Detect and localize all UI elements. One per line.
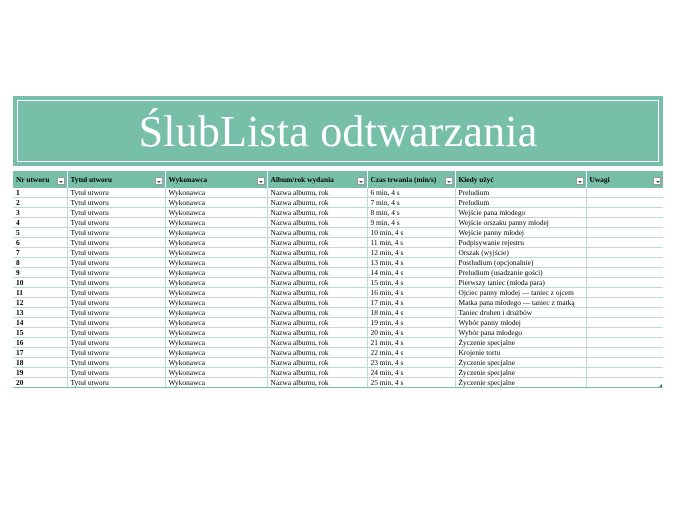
cell-album-year[interactable]: Nazwa albumu, rok <box>267 378 367 388</box>
column-header-label: Uwagi <box>589 175 610 184</box>
cell-track-title[interactable]: Tytuł utworu <box>67 308 165 318</box>
cell-when-to-use[interactable]: Preludium (usadzanie gości) <box>455 268 586 278</box>
cell-when-to-use[interactable]: Wybór pana młodego <box>455 328 586 338</box>
table-row <box>13 338 663 348</box>
filter-dropdown-icon[interactable] <box>57 177 65 185</box>
cell-track-number[interactable]: 1 <box>13 188 67 198</box>
cell-track-title[interactable]: Tytuł utworu <box>67 188 165 198</box>
title-frame <box>17 100 659 162</box>
table-row <box>13 358 663 368</box>
filter-dropdown-icon[interactable] <box>257 177 265 185</box>
cell-when-to-use[interactable]: Krojenie tortu <box>455 348 586 358</box>
cell-when-to-use[interactable]: Wejście orszaku panny młodej <box>455 218 586 228</box>
cell-track-title[interactable]: Tytuł utworu <box>67 218 165 228</box>
cell-when-to-use[interactable]: Wejście panny młodej <box>455 228 586 238</box>
cell-album-year[interactable]: Nazwa albumu, rok <box>267 278 367 288</box>
cell-track-number[interactable]: 6 <box>13 238 67 248</box>
cell-notes[interactable] <box>586 208 663 218</box>
cell-artist[interactable]: Wykonawca <box>165 338 267 348</box>
cell-track-title[interactable]: Tytuł utworu <box>67 228 165 238</box>
cell-when-to-use[interactable]: Taniec druhen i drużbów <box>455 308 586 318</box>
cell-track-number[interactable]: 10 <box>13 278 67 288</box>
column-header-label: Kiedy użyć <box>458 175 494 184</box>
table-row <box>13 188 663 198</box>
cell-track-number[interactable]: 3 <box>13 208 67 218</box>
cell-artist[interactable]: Wykonawca <box>165 378 267 388</box>
cell-notes[interactable] <box>586 248 663 258</box>
table-row <box>13 198 663 208</box>
table-row <box>13 308 663 318</box>
cell-track-number[interactable]: 19 <box>13 368 67 378</box>
cell-track-number[interactable]: 4 <box>13 218 67 228</box>
cell-when-to-use[interactable]: Życzenie specjalne <box>455 378 586 388</box>
column-header-notes <box>586 171 663 188</box>
cell-notes[interactable] <box>586 238 663 248</box>
cell-track-number[interactable]: 9 <box>13 268 67 278</box>
cell-duration[interactable]: 7 min, 4 s <box>367 198 455 208</box>
cell-when-to-use[interactable]: Wybór panny młodej <box>455 318 586 328</box>
cell-notes[interactable] <box>586 268 663 278</box>
cell-artist[interactable]: Wykonawca <box>165 218 267 228</box>
table-row <box>13 368 663 378</box>
table-row <box>13 268 663 278</box>
cell-track-title[interactable]: Tytuł utworu <box>67 198 165 208</box>
cell-duration[interactable]: 19 min, 4 s <box>367 318 455 328</box>
page-title: ŚlubLista odtwarzania <box>138 107 538 156</box>
cell-album-year[interactable]: Nazwa albumu, rok <box>267 368 367 378</box>
cell-notes[interactable] <box>586 288 663 298</box>
cell-artist[interactable]: Wykonawca <box>165 268 267 278</box>
cell-artist[interactable]: Wykonawca <box>165 278 267 288</box>
table-row <box>13 278 663 288</box>
cell-notes[interactable] <box>586 308 663 318</box>
cell-when-to-use[interactable]: Życzenie specjalne <box>455 368 586 378</box>
cell-duration[interactable]: 16 min, 4 s <box>367 288 455 298</box>
filter-dropdown-icon[interactable] <box>576 177 584 185</box>
cell-track-title[interactable]: Tytuł utworu <box>67 358 165 368</box>
cell-track-number[interactable]: 17 <box>13 348 67 358</box>
cell-duration[interactable]: 24 min, 4 s <box>367 368 455 378</box>
table-row <box>13 208 663 218</box>
cell-when-to-use[interactable]: Podpisywanie rejestru <box>455 238 586 248</box>
column-header-title <box>67 171 165 188</box>
cell-track-number[interactable]: 15 <box>13 328 67 338</box>
cell-album-year[interactable]: Nazwa albumu, rok <box>267 238 367 248</box>
cell-track-title[interactable]: Tytuł utworu <box>67 328 165 338</box>
column-header-label: Wykonawca <box>168 175 208 184</box>
cell-when-to-use[interactable]: Matka pana młodego — taniec z matką <box>455 298 586 308</box>
cell-when-to-use[interactable]: Ojciec panny młodej — taniec z ojcem <box>455 288 586 298</box>
cell-album-year[interactable]: Nazwa albumu, rok <box>267 248 367 258</box>
cell-track-title[interactable]: Tytuł utworu <box>67 368 165 378</box>
cell-artist[interactable]: Wykonawca <box>165 288 267 298</box>
cell-track-title[interactable]: Tytuł utworu <box>67 348 165 358</box>
table-row <box>13 298 663 308</box>
cell-album-year[interactable]: Nazwa albumu, rok <box>267 358 367 368</box>
cell-notes[interactable] <box>586 328 663 338</box>
cell-track-number[interactable]: 7 <box>13 248 67 258</box>
cell-duration[interactable]: 10 min, 4 s <box>367 228 455 238</box>
cell-album-year[interactable]: Nazwa albumu, rok <box>267 298 367 308</box>
table-header <box>13 171 663 188</box>
cell-track-title[interactable]: Tytuł utworu <box>67 248 165 258</box>
cell-album-year[interactable]: Nazwa albumu, rok <box>267 198 367 208</box>
filter-dropdown-icon[interactable] <box>357 177 365 185</box>
cell-notes[interactable] <box>586 358 663 368</box>
header-row <box>13 171 663 188</box>
cell-notes[interactable] <box>586 218 663 228</box>
table-body <box>13 188 663 388</box>
column-header-label: Album/rok wydania <box>270 175 334 184</box>
table-row <box>13 258 663 268</box>
filter-dropdown-icon[interactable] <box>155 177 163 185</box>
cell-artist[interactable]: Wykonawca <box>165 188 267 198</box>
cell-notes[interactable] <box>586 378 663 388</box>
cell-duration[interactable]: 8 min, 4 s <box>367 208 455 218</box>
cell-track-title[interactable]: Tytuł utworu <box>67 208 165 218</box>
cell-track-number[interactable]: 12 <box>13 298 67 308</box>
cell-artist[interactable]: Wykonawca <box>165 328 267 338</box>
filter-dropdown-icon[interactable] <box>445 177 453 185</box>
cell-duration[interactable]: 25 min, 4 s <box>367 378 455 388</box>
cell-when-to-use[interactable]: Życzenie specjalne <box>455 358 586 368</box>
cell-when-to-use[interactable]: Pierwszy taniec (młoda para) <box>455 278 586 288</box>
cell-artist[interactable]: Wykonawca <box>165 208 267 218</box>
cell-notes[interactable] <box>586 278 663 288</box>
cell-notes[interactable] <box>586 348 663 358</box>
column-header-label: Tytuł utworu <box>70 175 113 184</box>
column-header-duration <box>367 171 455 188</box>
column-header-label: Nr utworu <box>16 175 50 184</box>
cell-duration[interactable]: 14 min, 4 s <box>367 268 455 278</box>
cell-track-number[interactable]: 14 <box>13 318 67 328</box>
cell-when-to-use[interactable]: Życzenie specjalne <box>455 338 586 348</box>
cell-duration[interactable]: 6 min, 4 s <box>367 188 455 198</box>
cell-track-number[interactable]: 16 <box>13 338 67 348</box>
column-header-label: Czas trwania (min/s) <box>370 175 437 184</box>
cell-duration[interactable]: 22 min, 4 s <box>367 348 455 358</box>
cell-track-title[interactable]: Tytuł utworu <box>67 278 165 288</box>
cell-artist[interactable]: Wykonawca <box>165 298 267 308</box>
table-row <box>13 288 663 298</box>
cell-duration[interactable]: 11 min, 4 s <box>367 238 455 248</box>
table-row <box>13 248 663 258</box>
table-row <box>13 218 663 228</box>
cell-album-year[interactable]: Nazwa albumu, rok <box>267 258 367 268</box>
cell-artist[interactable]: Wykonawca <box>165 258 267 268</box>
cell-artist[interactable]: Wykonawca <box>165 358 267 368</box>
cell-notes[interactable] <box>586 198 663 208</box>
cell-when-to-use[interactable]: Postludium (opcjonalnie) <box>455 258 586 268</box>
cell-duration[interactable]: 15 min, 4 s <box>367 278 455 288</box>
cell-track-number[interactable]: 20 <box>13 378 67 388</box>
cell-track-title[interactable]: Tytuł utworu <box>67 378 165 388</box>
cell-duration[interactable]: 17 min, 4 s <box>367 298 455 308</box>
cell-artist[interactable]: Wykonawca <box>165 238 267 248</box>
cell-track-title[interactable]: Tytuł utworu <box>67 288 165 298</box>
cell-artist[interactable]: Wykonawca <box>165 368 267 378</box>
cell-track-number[interactable]: 13 <box>13 308 67 318</box>
filter-dropdown-icon[interactable] <box>653 177 661 185</box>
cell-track-number[interactable]: 18 <box>13 358 67 368</box>
cell-notes[interactable] <box>586 318 663 328</box>
cell-when-to-use[interactable]: Preludium <box>455 198 586 208</box>
column-header-when <box>455 171 586 188</box>
cell-album-year[interactable]: Nazwa albumu, rok <box>267 228 367 238</box>
cell-artist[interactable]: Wykonawca <box>165 228 267 238</box>
table-row <box>13 318 663 328</box>
column-header-nr <box>13 171 67 188</box>
cell-album-year[interactable]: Nazwa albumu, rok <box>267 208 367 218</box>
cell-duration[interactable]: 20 min, 4 s <box>367 328 455 338</box>
cell-artist[interactable]: Wykonawca <box>165 198 267 208</box>
cell-artist[interactable]: Wykonawca <box>165 308 267 318</box>
cell-album-year[interactable]: Nazwa albumu, rok <box>267 338 367 348</box>
cell-track-title[interactable]: Tytuł utworu <box>67 238 165 248</box>
cell-duration[interactable]: 12 min, 4 s <box>367 248 455 258</box>
cell-album-year[interactable]: Nazwa albumu, rok <box>267 328 367 338</box>
cell-album-year[interactable]: Nazwa albumu, rok <box>267 308 367 318</box>
column-header-artist <box>165 171 267 188</box>
cell-notes[interactable] <box>586 338 663 348</box>
cell-notes[interactable] <box>586 258 663 268</box>
cell-track-number[interactable]: 2 <box>13 198 67 208</box>
table-row <box>13 348 663 358</box>
cell-artist[interactable]: Wykonawca <box>165 248 267 258</box>
cell-when-to-use[interactable]: Orszak (wyjście) <box>455 248 586 258</box>
table-row <box>13 238 663 248</box>
cell-artist[interactable]: Wykonawca <box>165 348 267 358</box>
cell-track-title[interactable]: Tytuł utworu <box>67 298 165 308</box>
title-banner <box>13 96 663 166</box>
cell-duration[interactable]: 9 min, 4 s <box>367 218 455 228</box>
playlist-table <box>13 171 663 388</box>
cell-album-year[interactable]: Nazwa albumu, rok <box>267 218 367 228</box>
cell-album-year[interactable]: Nazwa albumu, rok <box>267 288 367 298</box>
table-row <box>13 378 663 388</box>
cell-track-title[interactable]: Tytuł utworu <box>67 258 165 268</box>
cell-notes[interactable] <box>586 188 663 198</box>
cell-duration[interactable]: 23 min, 4 s <box>367 358 455 368</box>
cell-track-title[interactable]: Tytuł utworu <box>67 268 165 278</box>
table-row <box>13 328 663 338</box>
cell-track-title[interactable]: Tytuł utworu <box>67 318 165 328</box>
cell-album-year[interactable]: Nazwa albumu, rok <box>267 348 367 358</box>
table-resize-handle-icon[interactable] <box>659 384 662 387</box>
cell-album-year[interactable]: Nazwa albumu, rok <box>267 268 367 278</box>
cell-album-year[interactable]: Nazwa albumu, rok <box>267 318 367 328</box>
cell-notes[interactable] <box>586 298 663 308</box>
cell-track-number[interactable]: 11 <box>13 288 67 298</box>
column-header-album <box>267 171 367 188</box>
table-row <box>13 228 663 238</box>
cell-track-number[interactable]: 5 <box>13 228 67 238</box>
cell-duration[interactable]: 18 min, 4 s <box>367 308 455 318</box>
cell-duration[interactable]: 21 min, 4 s <box>367 338 455 348</box>
cell-artist[interactable]: Wykonawca <box>165 318 267 328</box>
cell-duration[interactable]: 13 min, 4 s <box>367 258 455 268</box>
cell-notes[interactable] <box>586 368 663 378</box>
cell-track-title[interactable]: Tytuł utworu <box>67 338 165 348</box>
cell-notes[interactable] <box>586 228 663 238</box>
cell-when-to-use[interactable]: Preludium <box>455 188 586 198</box>
cell-when-to-use[interactable]: Wejście pana młodego <box>455 208 586 218</box>
cell-track-number[interactable]: 8 <box>13 258 67 268</box>
cell-album-year[interactable]: Nazwa albumu, rok <box>267 188 367 198</box>
